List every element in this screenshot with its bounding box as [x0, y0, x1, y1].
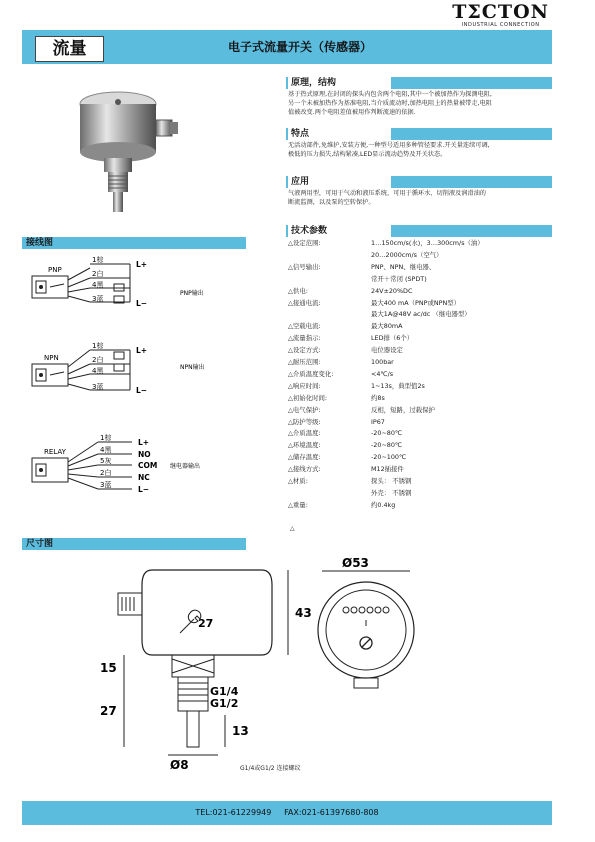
- pnp-wire-1: 1棕: [92, 256, 104, 264]
- principle-text: [288, 90, 550, 118]
- spec-label: △空载电流:: [288, 322, 321, 331]
- spec-row: [288, 476, 411, 488]
- dimension-drawing: [60, 555, 550, 775]
- spec-value: PNP、NPN、继电器、: [371, 262, 436, 271]
- npn-lminus: L−: [136, 386, 148, 395]
- spec-value: <4℃/s: [371, 369, 394, 378]
- spec-value: -20~80℃: [371, 441, 403, 450]
- npn-wire-2: 2白: [92, 356, 104, 364]
- category-label: 流量: [35, 36, 104, 62]
- relay-wire-3: 3蓝: [100, 481, 112, 489]
- spec-row: [288, 405, 435, 417]
- spec-label: △响应时间:: [288, 381, 321, 390]
- led-icon: [351, 607, 357, 613]
- spec-label: △接通电流:: [288, 298, 321, 307]
- wiring-header-bar: [22, 237, 246, 249]
- spec-row: [288, 488, 411, 500]
- body-diameter-dimension: Ø53: [342, 556, 369, 570]
- spec-label: △介质温度变化:: [288, 369, 334, 378]
- relay-wire-4: 4黑: [100, 446, 112, 454]
- logo-tagline: INDUSTRIAL CONNECTION: [461, 22, 540, 28]
- thread-label-g14: G1/4: [210, 685, 239, 698]
- spec-value: IP67: [371, 417, 385, 426]
- spec-row: [288, 309, 471, 321]
- spec-row: [288, 238, 484, 250]
- spec-row: [288, 428, 402, 440]
- led-icon: [343, 607, 349, 613]
- led-icon: [367, 607, 373, 613]
- principle-heading: 原理，结构: [288, 77, 391, 89]
- spec-value: 常开＋常闭 (SPDT): [371, 274, 427, 283]
- spec-label: △耐压范围:: [288, 358, 321, 366]
- relay-term-lplus: L+: [138, 438, 150, 447]
- spec-value: 探头： 不锈钢: [371, 477, 412, 485]
- spec-row: [288, 452, 406, 464]
- spec-row: [288, 440, 402, 452]
- thread-label-g12: G1/2: [210, 697, 239, 710]
- spec-label: △防护等级:: [288, 417, 321, 426]
- spec-value: 外壳： 不锈钢: [371, 488, 412, 497]
- relay-term-lminus: L−: [138, 485, 150, 494]
- spec-label: △供电:: [288, 286, 308, 295]
- thread-caption: G1/4或G1/2 连接螺纹: [240, 765, 301, 772]
- front-connector-outline: [354, 678, 378, 688]
- pnp-wire-3: 3蓝: [92, 295, 104, 303]
- spec-value: 100bar: [371, 358, 394, 366]
- company-logo: [452, 2, 549, 28]
- spec-label: △信号输出:: [288, 262, 321, 271]
- front-view-inner: [326, 590, 406, 670]
- relay-term-nc: NC: [138, 473, 150, 482]
- dimensions-header-bar: [22, 538, 246, 550]
- spec-row: [288, 393, 385, 405]
- spec-row: [288, 286, 412, 298]
- spec-row: [288, 321, 403, 333]
- spec-value: 1…150cm/s(水)，3…300cm/s（油）: [371, 239, 484, 247]
- spec-value: 反相，短路，过载保护: [371, 405, 435, 414]
- spec-label: △设定范围:: [288, 239, 321, 247]
- relay-wire-1: 1棕: [100, 434, 112, 442]
- npn-wire-4: 4黑: [92, 367, 104, 375]
- relay-wire-2: 2白: [100, 469, 112, 477]
- spec-row: [288, 274, 427, 286]
- logo-wordmark: TΣCTON: [452, 1, 549, 23]
- application-text: [288, 189, 550, 207]
- spec-label: △电气保护:: [288, 405, 321, 414]
- relay-term-com: COM: [138, 461, 158, 470]
- pnp-label: PNP: [48, 266, 62, 274]
- spec-row: [288, 333, 413, 345]
- probe-dimension: 13: [232, 724, 249, 738]
- spec-row: [288, 369, 393, 381]
- led-icon: [359, 607, 365, 613]
- relay-caption: 继电器输出: [170, 463, 201, 470]
- spec-label: △接线方式:: [288, 465, 321, 474]
- led-icon: [383, 607, 389, 613]
- spec-row: [288, 417, 385, 429]
- principle-line: 值被改变.两个电阻差值被用作判断流速的依据.: [288, 109, 416, 117]
- pnp-lplus: L+: [136, 260, 148, 269]
- spec-value: 24V±20%DC: [371, 286, 413, 295]
- wiring-diagrams: [22, 252, 272, 522]
- spec-row: [288, 250, 443, 262]
- application-line: 气液两用型，可用于气动和液压系统，可用于循环水、切削液及润滑油的: [288, 190, 486, 197]
- thread-outline: [178, 677, 208, 711]
- spec-value: 约8s: [371, 393, 385, 402]
- spec-label: △介质温度:: [288, 429, 321, 438]
- wrench-size-label: 27: [198, 617, 214, 630]
- features-heading: 特点: [288, 128, 391, 140]
- front-view-outer: [318, 582, 414, 678]
- housing-outline: [142, 570, 272, 655]
- spec-label: △流量指示:: [288, 334, 321, 343]
- features-line: 极低的压力损失,结构紧凑,LED显示流动趋势及开关状态。: [288, 151, 447, 159]
- npn-lplus: L+: [136, 346, 148, 355]
- specs-trailing-mark: △: [290, 525, 295, 532]
- spec-value: 电位器设定: [371, 346, 403, 355]
- page-title: 电子式流量开关（传感器）: [227, 40, 372, 54]
- spec-value: -20~100℃: [371, 453, 407, 462]
- application-line: 断流监测，以及泵的空转保护。: [288, 199, 375, 207]
- spec-label: △重量:: [288, 500, 308, 509]
- spec-label: △环境温度:: [288, 441, 321, 450]
- spec-value: -20~80℃: [371, 429, 403, 438]
- spec-row: [288, 298, 460, 310]
- pnp-wire-4: 4黑: [92, 281, 104, 289]
- relay-term-no: NO: [138, 450, 151, 459]
- spec-row: [288, 500, 395, 512]
- spec-label: △初始化时间:: [288, 393, 328, 402]
- footer-tel: TEL:021-61229949: [195, 808, 272, 817]
- npn-wire-3: 3蓝: [92, 383, 104, 391]
- led-icon: [375, 607, 381, 613]
- product-photo: [60, 80, 190, 220]
- spec-label: △设定方式:: [288, 346, 321, 355]
- probe-diameter-dimension: Ø8: [170, 758, 189, 772]
- relay-wire-5: 5灰: [100, 457, 112, 465]
- height-dimension: 43: [295, 606, 312, 620]
- length-dimension: 27: [100, 704, 117, 718]
- wiring-heading: 接线图: [22, 237, 53, 249]
- spec-label: △储存温度:: [288, 453, 321, 462]
- pnp-wire-2: 2白: [92, 270, 104, 278]
- features-text: [288, 141, 550, 159]
- spec-value: 最大80mA: [371, 322, 403, 331]
- spec-value: 1~13s，典型值2s: [371, 381, 425, 390]
- pnp-caption: PNP输出: [180, 290, 204, 297]
- specs-heading: 技术参数: [288, 225, 391, 237]
- npn-wire-1: 1棕: [92, 342, 104, 350]
- relay-sensor-box: [32, 458, 68, 482]
- spec-value: 最大1A@48V ac/dc （继电器型）: [371, 310, 471, 319]
- relay-label: RELAY: [44, 448, 66, 456]
- dimensions-heading: 尺寸图: [22, 538, 53, 550]
- spec-row: [288, 381, 425, 393]
- npn-caption: NPN输出: [180, 364, 205, 371]
- features-line: 无活动部件,免维护,安装方便,一种型号适用多种管径要求.开关量连续可调,: [288, 142, 490, 149]
- spec-row: [288, 464, 404, 476]
- principle-line: 另一个未被加热作为基准电阻,当介质流动时,加热电阻上的热量被带走,电阻: [288, 100, 492, 108]
- principle-line: 基于热式原理,在封闭的探头内包含两个电阻,其中一个被加热作为探测电阻,: [288, 91, 492, 98]
- application-heading: 应用: [288, 176, 391, 188]
- footer-contact: [22, 801, 552, 825]
- spec-value: 最大400 mA（PNP或NPN型）: [371, 298, 461, 307]
- footer-fax: FAX:021-61397680-808: [284, 808, 379, 817]
- npn-label: NPN: [44, 354, 59, 362]
- spec-value: LED排（6个）: [371, 334, 414, 343]
- spec-label: △材质:: [288, 477, 308, 485]
- spec-row: [288, 357, 394, 369]
- probe-outline: [187, 711, 199, 747]
- hex-dimension: 15: [100, 661, 117, 675]
- spec-row: [288, 262, 435, 274]
- spec-row: [288, 345, 403, 357]
- spec-value: 约0.4kg: [371, 500, 396, 509]
- spec-value: 20…2000cm/s（空气）: [371, 250, 443, 259]
- spec-value: M12插接件: [371, 465, 404, 474]
- pnp-lminus: L−: [136, 299, 148, 308]
